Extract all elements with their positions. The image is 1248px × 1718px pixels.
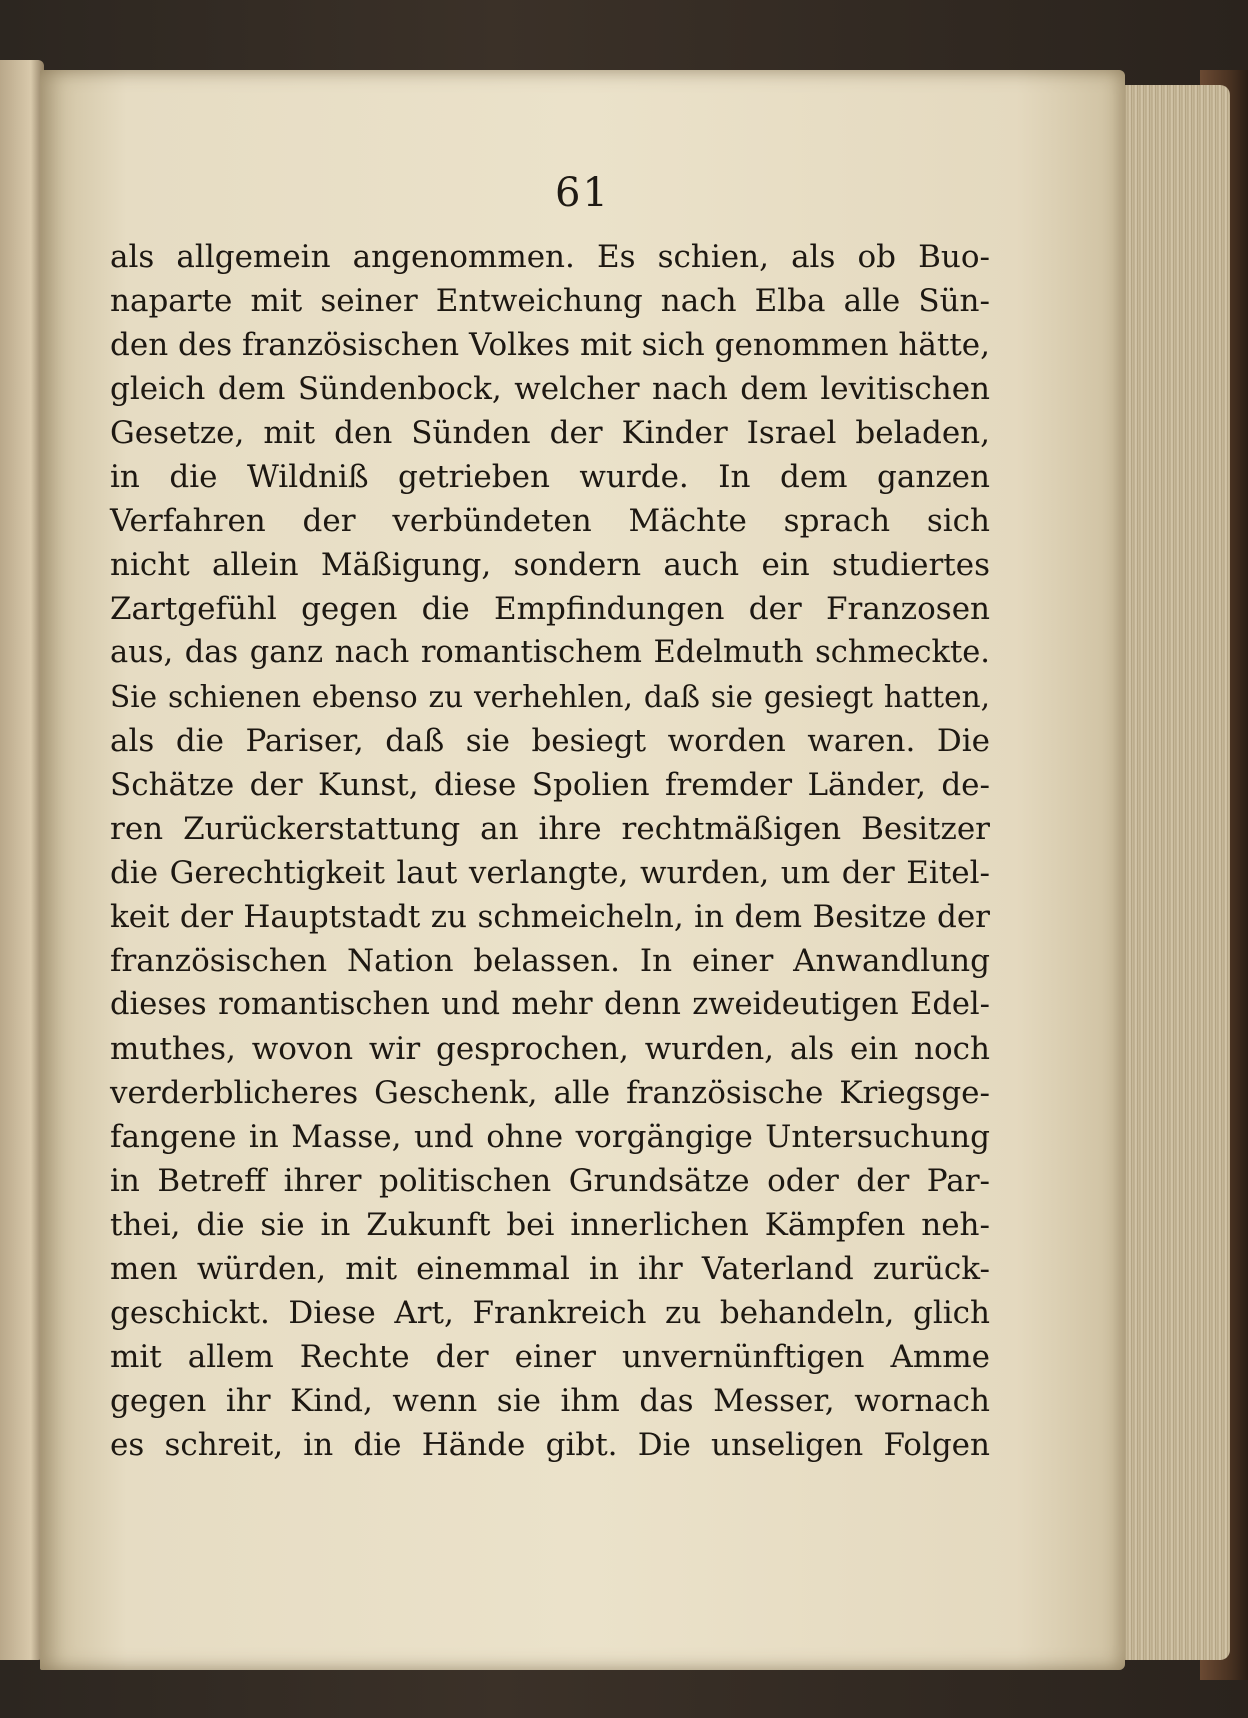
facing-page-edge — [0, 60, 44, 1660]
text-line: als allgemein angenommen. Es schien, als ob Buo- — [110, 239, 990, 275]
text-line: fangene in Masse, und ohne vorgängige Untersuchung — [110, 1119, 990, 1155]
text-line: nicht allein Mäßigung, sondern auch ein studiertes — [110, 547, 990, 583]
page-block-edges — [1120, 85, 1230, 1660]
text-line: die Gerechtigkeit laut verlangte, wurden, um der Eitel- — [110, 855, 990, 891]
text-line: in die Wildniß getrieben wurde. In dem ganzen — [110, 459, 990, 495]
text-line: in Betreff ihrer politischen Grundsätze oder der Par- — [110, 1163, 990, 1199]
text-line: Schätze der Kunst, diese Spolien fremder Länder, de- — [110, 767, 990, 803]
text-line: Gesetze, mit den Sünden der Kinder Israel beladen, — [110, 415, 990, 451]
text-line: thei, die sie in Zukunft bei innerlichen Kämpfen neh- — [110, 1207, 990, 1243]
text-line: naparte mit seiner Entweichung nach Elba alle Sün- — [110, 283, 990, 319]
text-line: als die Pariser, daß sie besiegt worden waren. Die — [110, 723, 990, 759]
text-line: dieses romantischen und mehr denn zweideutigen Edel- — [110, 987, 990, 1022]
page-number: 61 — [555, 170, 610, 216]
text-line: Zartgefühl gegen die Empfindungen der Franzosen — [110, 591, 990, 627]
text-line: gegen ihr Kind, wenn sie ihm das Messer, wornach — [110, 1383, 990, 1419]
text-line: den des französischen Volkes mit sich genommen hätte, — [110, 327, 990, 363]
text-line: men würden, mit einemmal in ihr Vaterland zurück- — [110, 1251, 990, 1287]
body-text — [110, 235, 990, 1467]
text-line: aus, das ganz nach romantischem Edelmuth schmeckte. — [110, 635, 990, 670]
book-page — [40, 70, 1125, 1670]
text-line: es schreit, in die Hände gibt. Die unseligen Folgen — [110, 1427, 990, 1463]
text-line: ren Zurückerstattung an ihre rechtmäßigen Besitzer — [110, 811, 990, 847]
text-line: keit der Hauptstadt zu schmeicheln, in dem Besitze der — [110, 899, 990, 935]
text-line: gleich dem Sündenbock, welcher nach dem levitischen — [110, 371, 990, 407]
text-line: Sie schienen ebenso zu verhehlen, daß sie gesiegt hatten, — [110, 680, 990, 714]
text-line: verderblicheres Geschenk, alle französische Kriegsge- — [110, 1075, 990, 1111]
text-line: französischen Nation belassen. In einer Anwandlung — [110, 943, 990, 979]
text-line: mit allem Rechte der einer unvernünftigen Amme — [110, 1339, 990, 1375]
text-line: muthes, wovon wir gesprochen, wurden, als ein noch — [110, 1031, 990, 1067]
text-line: geschickt. Diese Art, Frankreich zu behandeln, glich — [110, 1295, 990, 1331]
text-line: Verfahren der verbündeten Mächte sprach sich — [110, 503, 990, 539]
